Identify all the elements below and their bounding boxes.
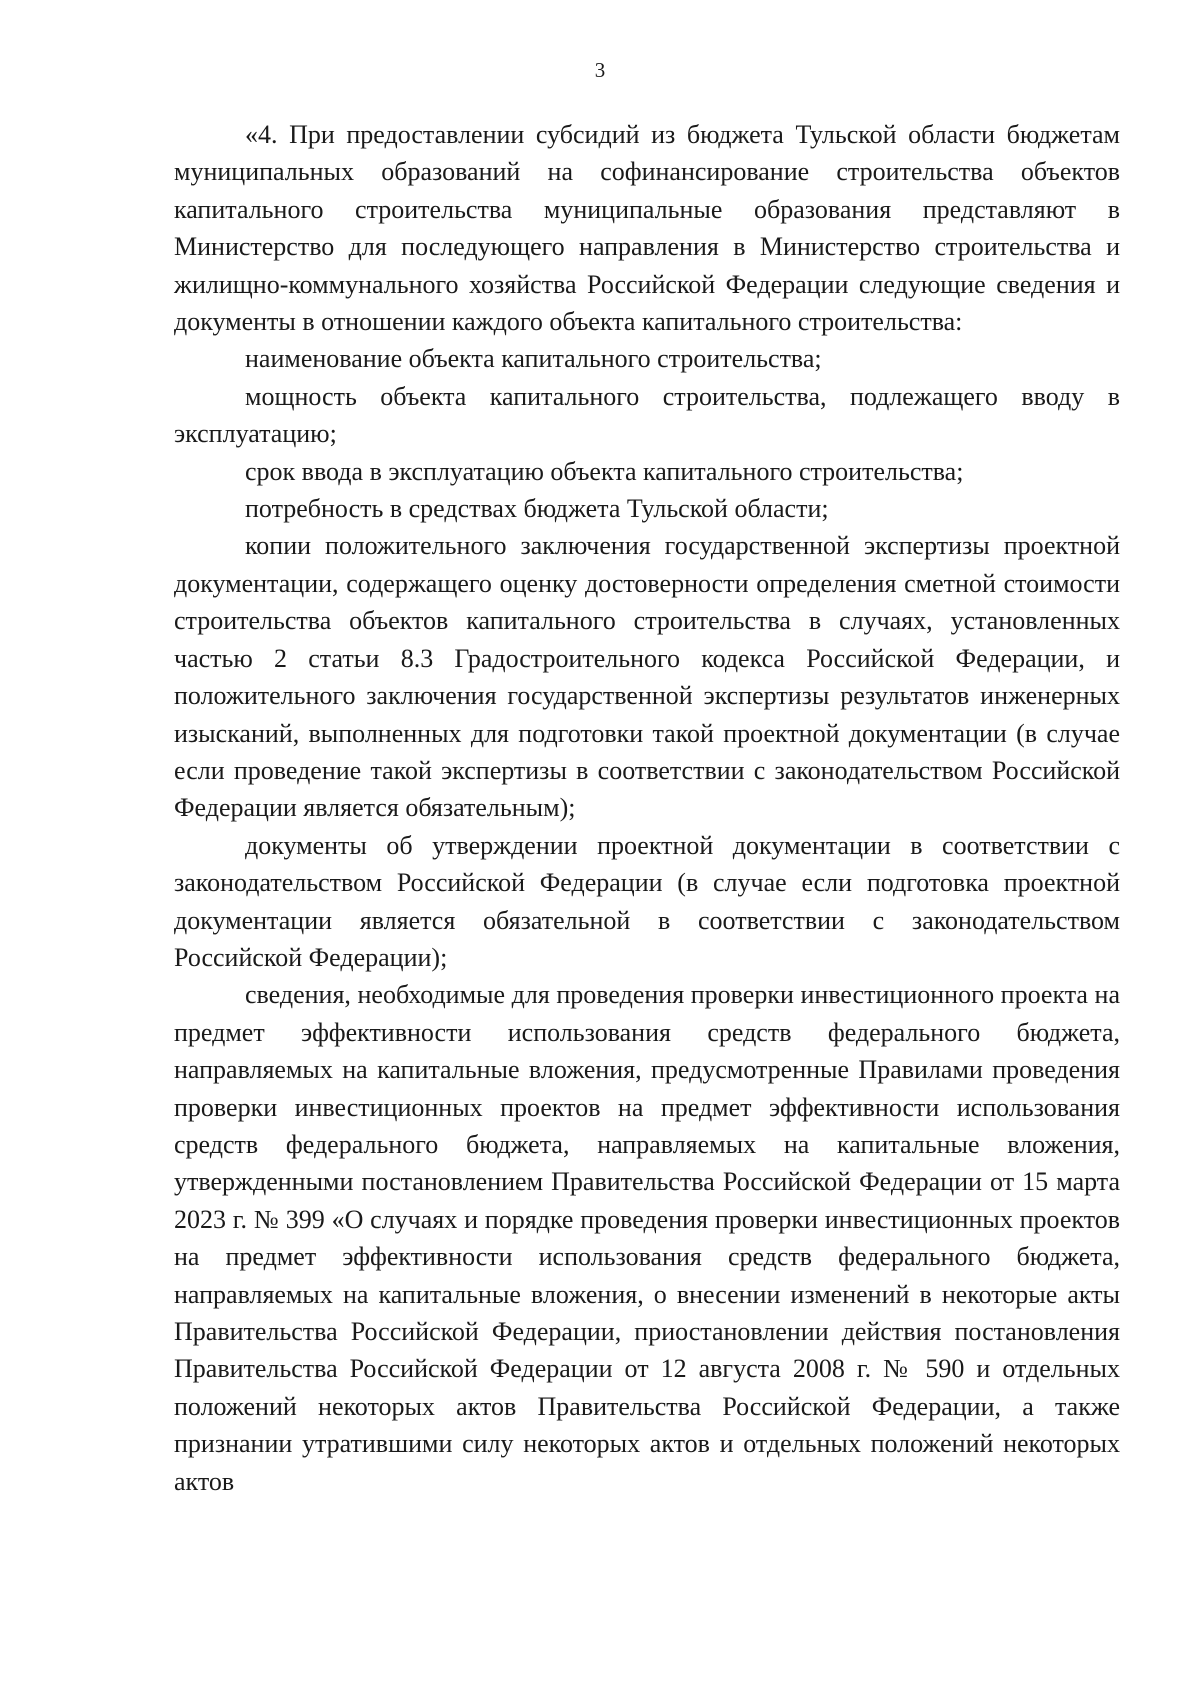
page-number: 3 (594, 58, 606, 82)
list-item-commissioning-date: срок ввода в эксплуатацию объекта капитального строительства; (245, 456, 964, 486)
list-item-object-capacity: мощность объекта капитального строительства, подлежащего вводу в эксплуатацию; (174, 381, 1120, 449)
list-item-expertise-copies: копии положительного заключения государственной экспертизы проектной документации, содержащего оценку достоверности определения сметной стоимости строительства объектов капитального строительства в случаях, установленных частью 2 статьи 8.3 Градостроительного кодекса Российской Федерации, и положительного заключения государственной экспертизы результатов инженерных изысканий, выполненных для подготовки такой проектной документации (в случае если проведение такой экспертизы в соответствии с законодательством Российской Федерации является обязательным); (174, 531, 1120, 823)
list-item-investment-project-info: сведения, необходимые для проведения проверки инвестиционного проекта на предмет эффективности использования средств федерального бюджета, направляемых на капитальные вложения, предусмотренные Правилами проведения проверки инвестиционных проектов на предмет эффективности использования средств федерального бюджета, направляемых на капитальные вложения, утвержденными постановлением Правительства Российской Федерации от 15 марта 2023 г. № 399 «О случаях и порядке проведения проверки инвестиционных проектов на предмет эффективности использования средств федерального бюджета, направляемых на капитальные вложения, о внесении изменений в некоторые акты Правительства Российской Федерации, приостановлении действия постановления Правительства Российской Федерации от 12 августа 2008 г. № 590 и отдельных положений некоторых актов Правительства Российской Федерации, а также признании утратившими силу некоторых актов и отдельных положений некоторых актов (174, 980, 1120, 1496)
document-body (174, 116, 1120, 1500)
list-item-object-name: наименование объекта капитального строительства; (245, 344, 822, 374)
paragraph-intro: «4. При предоставлении субсидий из бюджета Тульской области бюджетам муниципальных образований на софинансирование строительства объектов капитального строительства муниципальные образования представляют в Министерство для последующего направления в Министерство строительства и жилищно-коммунального хозяйства Российской Федерации следующие сведения и документы в отношении каждого объекта капитального строительства: (174, 120, 1120, 337)
list-item-budget-need: потребность в средствах бюджета Тульской области; (245, 494, 829, 524)
list-item-approval-documents: документы об утверждении проектной документации в соответствии с законодательством Российской Федерации (в случае если подготовка проектной документации является обязательной в соответствии с законодательством Российской Федерации); (174, 830, 1120, 972)
